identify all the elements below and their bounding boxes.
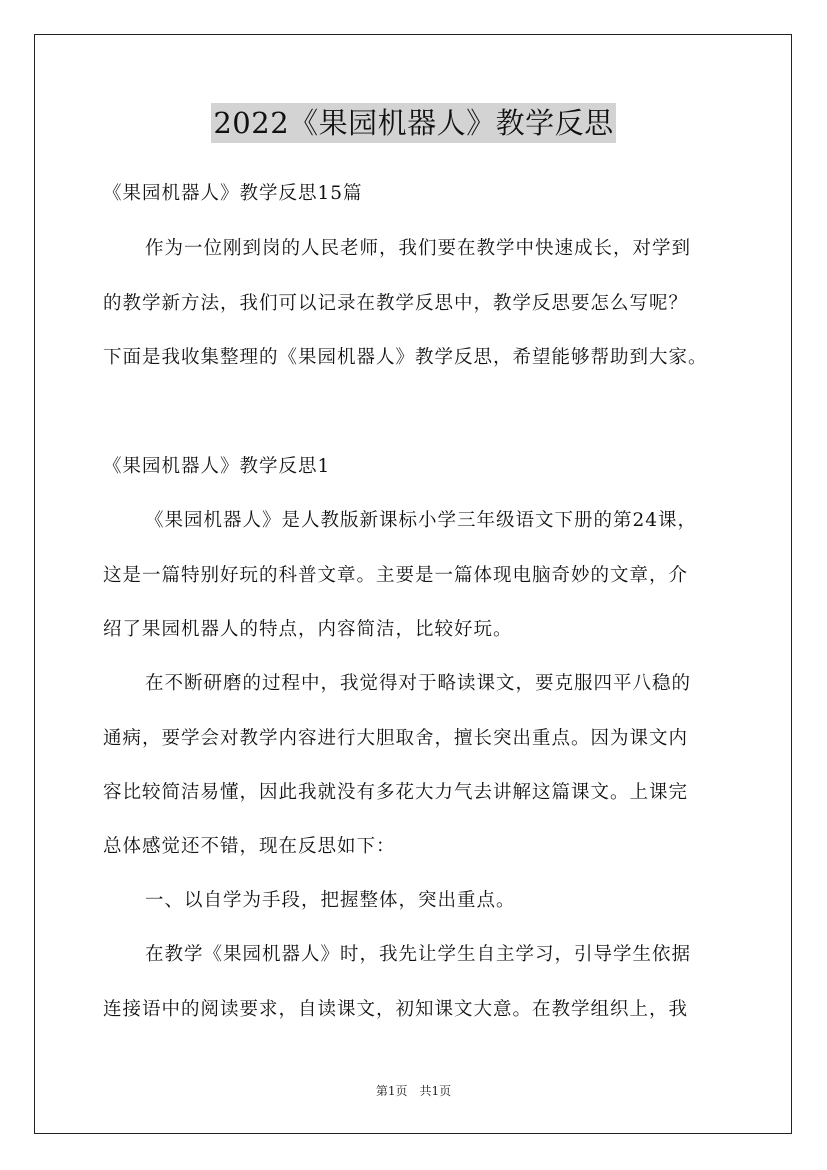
paragraph-line: 绍了果园机器人的特点，内容简洁，比较好玩。 — [103, 619, 513, 640]
page-number-footer: 第1页 共1页 — [375, 1084, 452, 1098]
paragraph-line: 总体感觉还不错，现在反思如下： — [103, 836, 396, 857]
document-title: 2022《果园机器人》教学反思 — [211, 103, 615, 143]
title-container — [0, 103, 827, 143]
paragraph-line: 一、以自学为手段，把握整体，突出重点。 — [145, 890, 516, 911]
paragraph-line: 通病，要学会对教学内容进行大胆取舍，擅长突出重点。因为课文内 — [103, 728, 689, 749]
intro-line: 下面是我收集整理的《果园机器人》教学反思，希望能够帮助到大家。 — [103, 347, 708, 368]
paragraph-line: 在不断研磨的过程中，我觉得对于略读课文，要克服四平八稳的 — [145, 673, 692, 694]
paragraph-line: 这是一篇特别好玩的科普文章。主要是一篇体现电脑奇妙的文章，介 — [103, 565, 689, 586]
intro-line: 作为一位刚到岗的人民老师，我们要在教学中快速成长，对学到 — [145, 238, 692, 259]
paragraph-line: 连接语中的阅读要求，自读课文，初知课文大意。在教学组织上，我 — [103, 999, 689, 1020]
section-heading: 《果园机器人》教学反思1 — [103, 456, 331, 477]
intro-line: 的教学新方法，我们可以记录在教学反思中，教学反思要怎么写呢？ — [103, 293, 689, 314]
paragraph-line: 在教学《果园机器人》时，我先让学生自主学习，引导学生依据 — [145, 944, 692, 965]
paragraph-line: 容比较简洁易懂，因此我就没有多花大力气去讲解这篇课文。上课完 — [103, 782, 689, 803]
document-subtitle: 《果园机器人》教学反思15篇 — [103, 183, 363, 204]
paragraph-line: 《果园机器人》是人教版新课标小学三年级语文下册的第24课， — [145, 510, 698, 531]
